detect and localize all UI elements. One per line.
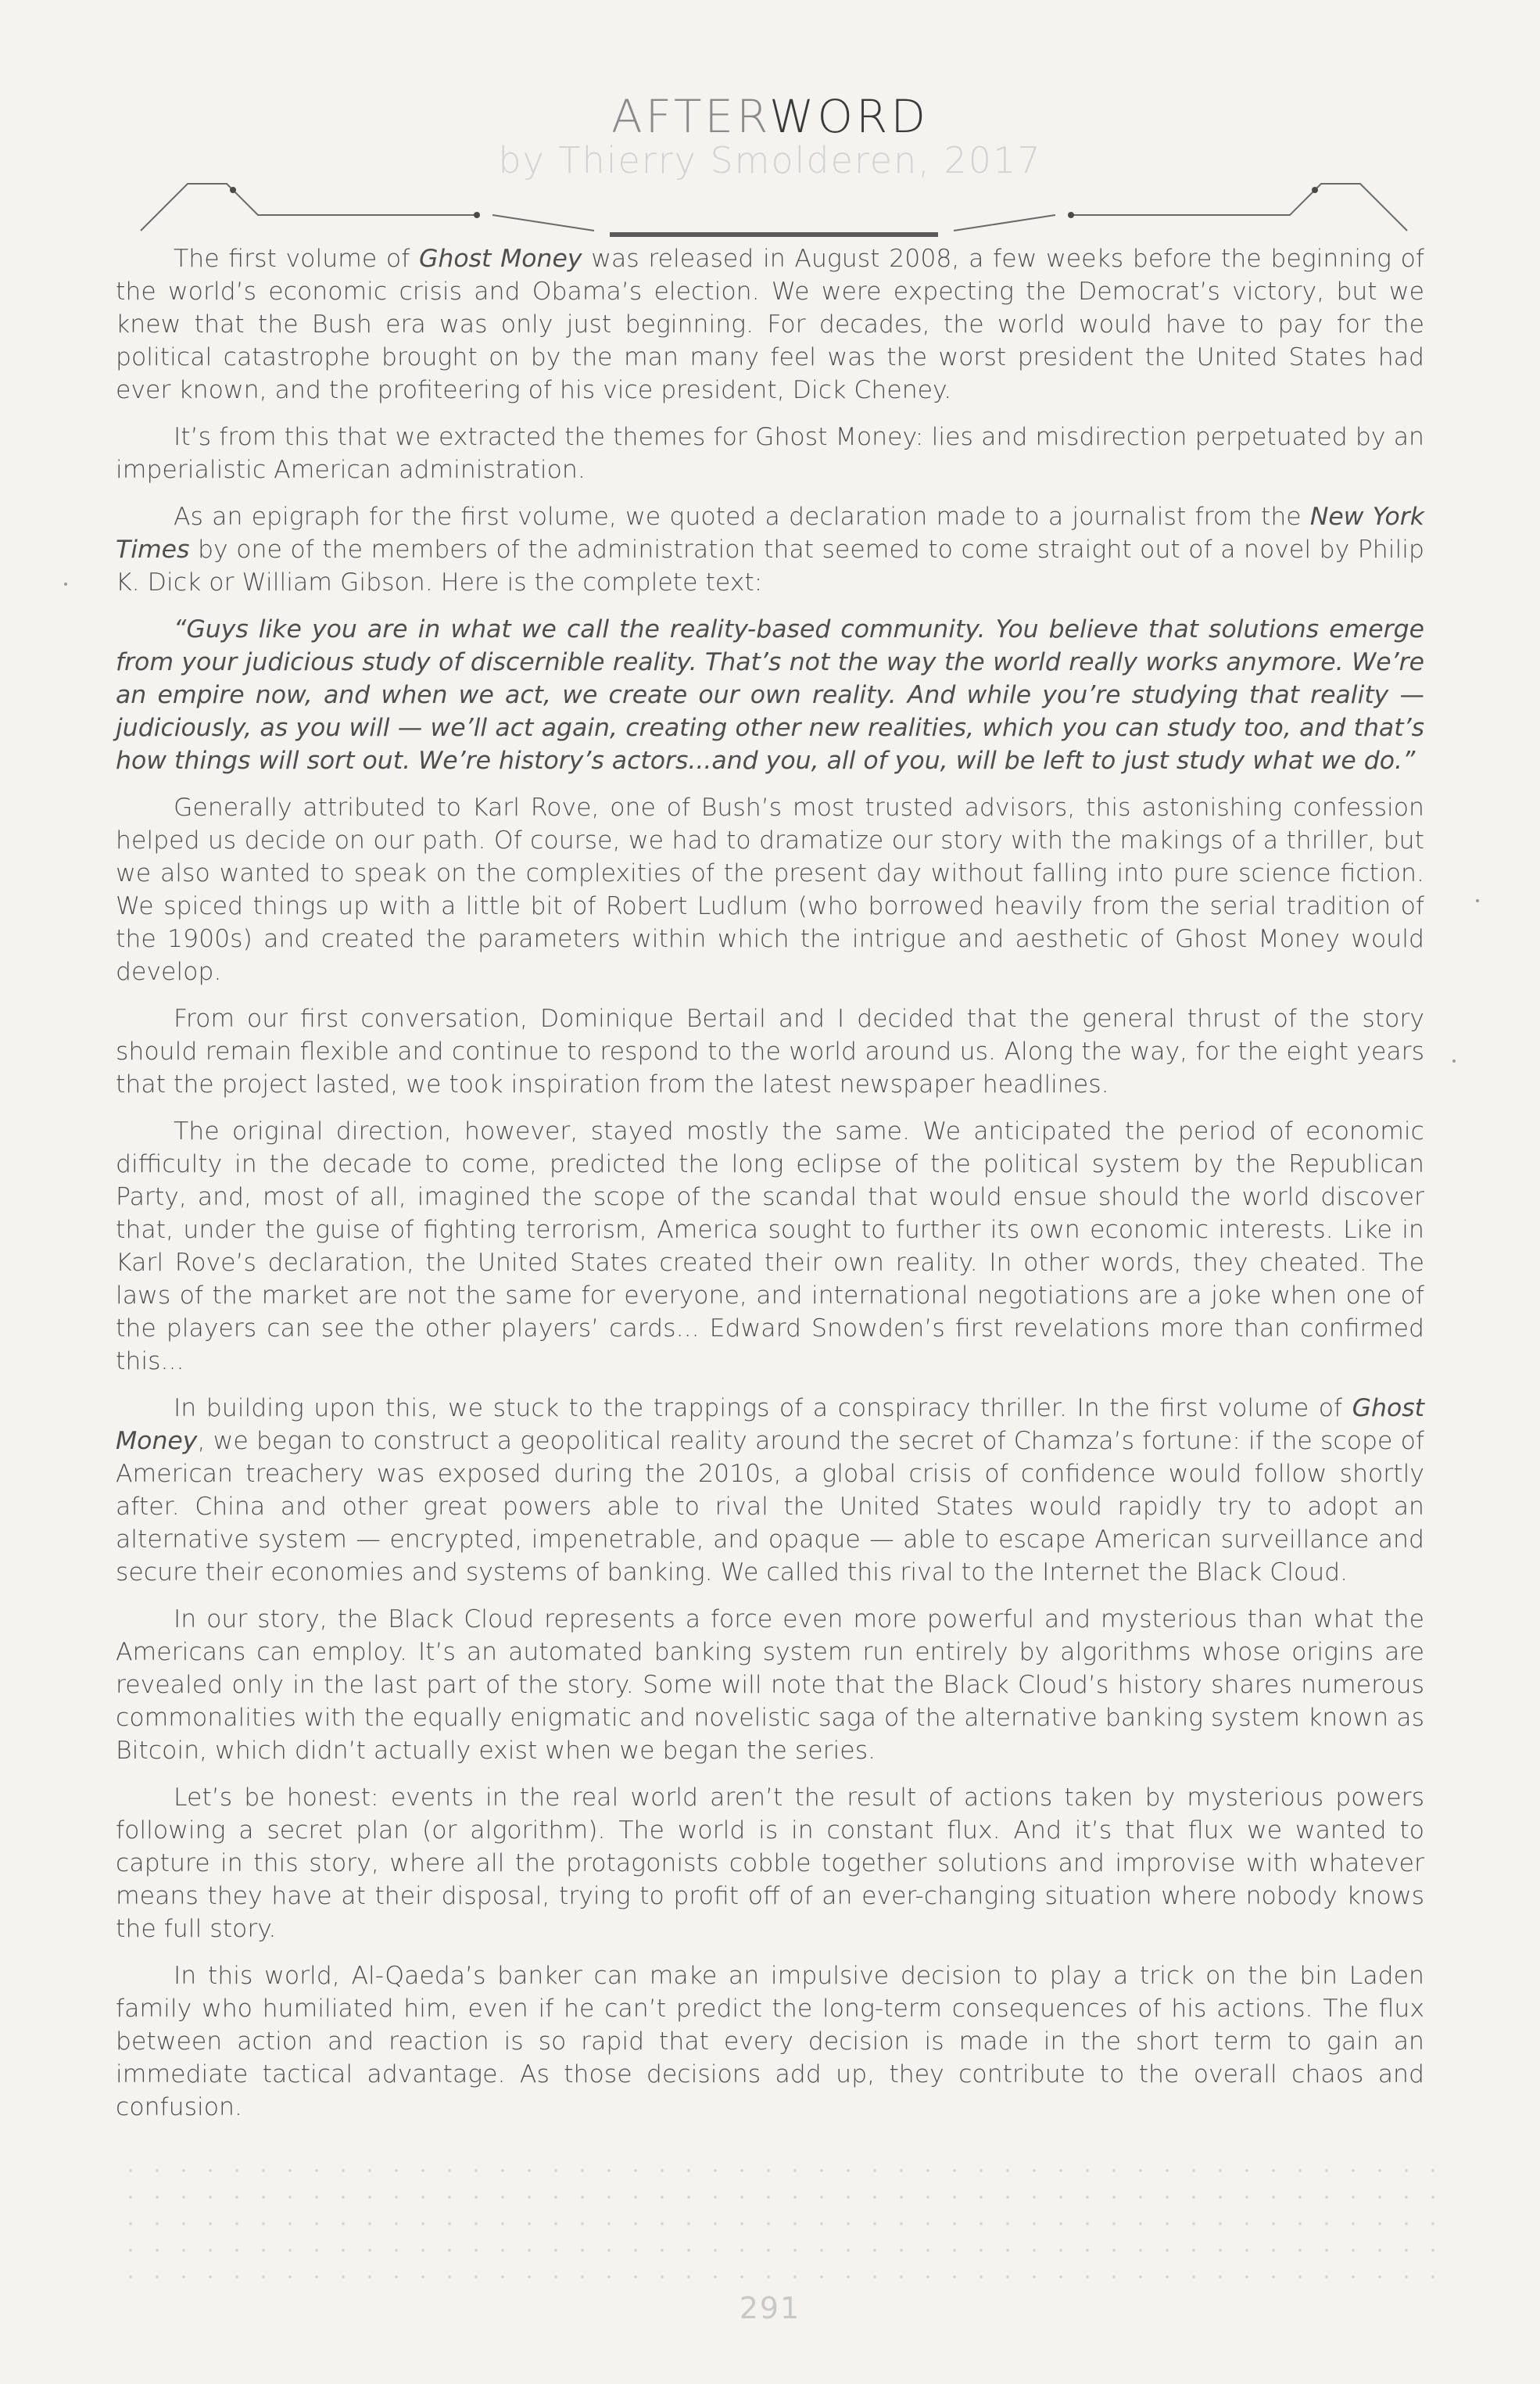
paragraph-5: Generally attributed to Karl Rove, one of Bush’s most trusted advisors, this astonishing confession helped us decide on our path. Of course, we had to dramatize our story with the makings of a thriller, but we also wanted to speak on the complexities of the present day without falling into pure science fiction. We spiced things up with a little bit of Robert Ludlum (who borrowed heavily from the serial tradition of the 1900s) and created the parameters within which the intrigue and aesthetic of Ghost Money would develop.: [116, 794, 1424, 986]
paragraph-2: It’s from this that we extracted the themes for Ghost Money: lies and misdirection perpetuated by an imperialistic American administration.: [116, 423, 1424, 484]
title-ornament: [125, 168, 1423, 246]
page-number: 291: [0, 2291, 1540, 2325]
paragraph-8: In building upon this, we stuck to the trappings of a conspiracy thriller. In the first volume of Ghost Money, we began to construct a geopolitical reality around the secret of Chamza’s fortune: if the scope of American treachery was exposed during the 2010s, a global crisis of confidence would follow shortly after. China and other great powers able to rival the United States would rapidly try to adopt an alternative system — encrypted, impenetrable, and opaque — able to escape American surveillance and secure their economies and systems of banking. We called this rival to the Internet the Black Cloud.: [116, 1394, 1424, 1586]
chapter-title: [0, 90, 1540, 143]
dot-pattern-decoration: [117, 2157, 1454, 2290]
paragraph-9: In our story, the Black Cloud represents a force even more powerful and mysterious than what the Americans can employ. It’s an automated banking system run entirely by algorithms whose origins are revealed only in the last part of the story. Some will note that the Black Cloud’s history shares numerous commonalities with the equally enigmatic and novelistic saga of the alternative banking system known as Bitcoin, which didn’t actually exist when we began the series.: [116, 1605, 1424, 1765]
stray-mark: [64, 583, 67, 586]
book-title-ghost-money: Ghost Money: [419, 245, 582, 273]
paragraph-7: The original direction, however, stayed mostly the same. We anticipated the period of economic difficulty in the decade to come, predicted the long eclipse of the political system by the Republican Party, and, most of all, imagined the scope of the scandal that would ensue should the world discover that, under the guise of fighting terrorism, America sought to further its own economic interests. Like in Karl Rove’s declaration, the United States created their own reality. In other words, they cheated. The laws of the market are not the same for everyone, and international negotiations are a joke when one of the players can see the other players’ cards... Edward Snowden’s first revelations more than confirmed this...: [116, 1117, 1424, 1375]
newspaper-title: New York Times: [116, 503, 1424, 564]
chapter-title-part2: WORD: [769, 90, 929, 143]
paragraph-1: The first volume of Ghost Money was released in August 2008, a few weeks before the beginning of the world’s economic crisis and Obama’s election. We were expecting the Democrat’s victory, but we knew that the Bush era was only just beginning. For decades, the world would have to pay for the political catastrophe brought on by the man many feel was the worst president the United States had ever known, and the profiteering of his vice president, Dick Cheney.: [116, 245, 1425, 404]
paragraph-6: From our first conversation, Dominique Bertail and I decided that the general thrust of the story should remain flexible and continue to respond to the world around us. Along the way, for the eight years that the project lasted, we took inspiration from the latest newspaper headlines.: [116, 1005, 1424, 1099]
afterword-body: [116, 242, 1424, 2138]
epigraph-quote: “Guys like you are in what we call the reality-based community. You believe that solutions emerge from your judicious study of discernible reality. That’s not the way the world really works anymore. We’re an empire now, and when we act, we create our own reality. And while you’re studying that reality — judiciously, as you will — we’ll act again, creating other new realities, which you can study too, and that’s how things will sort out. We’re history’s actors...and you, all of you, will be left to just study what we do.”: [116, 615, 1424, 775]
paragraph-10: Let’s be honest: events in the real world aren’t the result of actions taken by mysterious powers following a secret plan (or algorithm). The world is in constant flux. And it’s that flux we wanted to capture in this story, where all the protagonists cobble together solutions and improvise with whatever means they have at their disposal, trying to profit off of an ever-changing situation where nobody knows the full story.: [116, 1784, 1424, 1943]
stray-mark: [1476, 899, 1479, 902]
stray-mark: [1452, 1059, 1456, 1063]
chapter-title-part1: AFTER: [611, 90, 770, 143]
paragraph-3: As an epigraph for the first volume, we quoted a declaration made to a journalist from the New York Times by one of the members of the administration that seemed to come straight out of a novel by Philip K. Dick or William Gibson. Here is the complete text:: [116, 503, 1424, 597]
book-title-ghost-money: Ghost Money: [116, 1394, 1424, 1455]
chapter-heading: [0, 90, 1540, 181]
chapter-subtitle: by Thierry Smolderen, 2017: [498, 139, 1042, 181]
paragraph-11: In this world, Al-Qaeda’s banker can make an impulsive decision to play a trick on the bin Laden family who humiliated him, even if he can’t predict the long-term consequences of his actions. The flux between action and reaction is so rapid that every decision is made in the short term to gain an immediate tactical advantage. As those decisions add up, they contribute to the overall chaos and confusion.: [116, 1962, 1424, 2121]
